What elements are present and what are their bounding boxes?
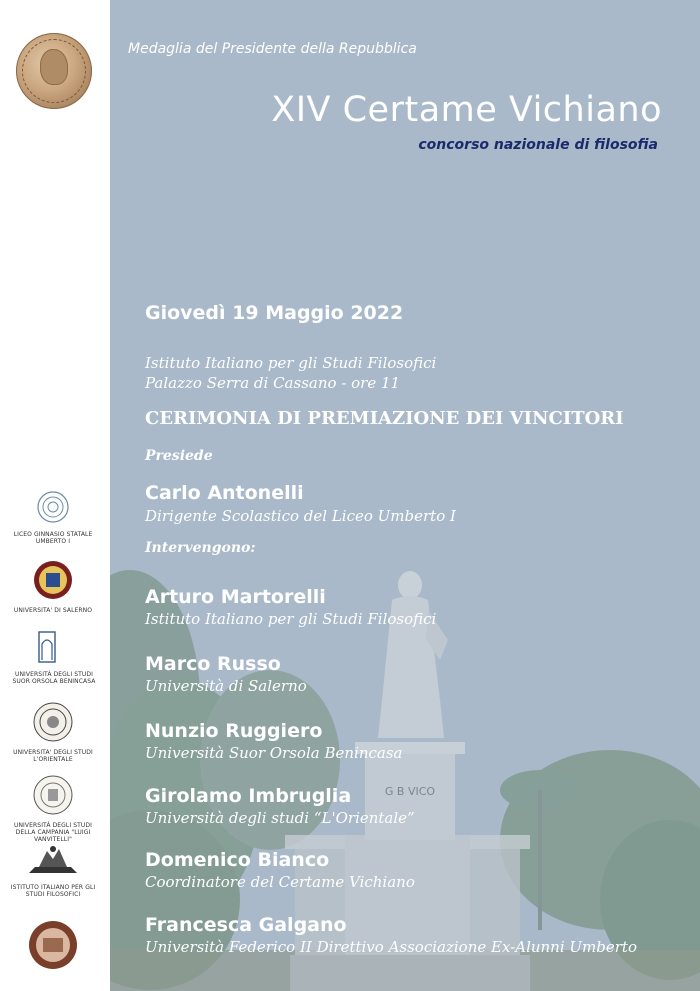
logo-vanvitelli <box>10 775 96 843</box>
presides-label: Presiede <box>145 448 213 464</box>
unisa-seal-icon <box>33 560 73 600</box>
logo-sidebar <box>0 0 110 991</box>
speaker-role: Università di Salerno <box>145 677 307 695</box>
speaker-role: Coordinatore del Certame Vichiano <box>145 873 415 891</box>
presidential-medal-icon <box>16 33 92 109</box>
speaker-name: Nunzio Ruggiero <box>145 720 323 742</box>
speakers-label: Intervengono: <box>145 540 256 556</box>
statue-inscription: G B VICO <box>384 785 436 798</box>
logo-caption: UNIVERSITÀ DEGLI STUDI DELLA CAMPANIA "LUIGI VANVITELLI" <box>13 822 93 843</box>
venue-line-1: Istituto Italiano per gli Studi Filosofici <box>145 354 437 372</box>
speaker-role: Università degli studi “L'Orientale” <box>145 809 415 827</box>
logo-caption: ISTITUTO ITALIANO PER GLI STUDI FILOSOFICI <box>10 884 96 898</box>
speaker-name: Domenico Bianco <box>145 849 330 871</box>
logo-iisf <box>10 843 96 898</box>
logo-caption: LICEO GINNASIO STATALE UMBERTO I <box>13 531 93 545</box>
poster-main <box>110 0 700 991</box>
speaker-role: Università Suor Orsola Benincasa <box>145 744 403 762</box>
logo-caption: UNIVERSITA' DEGLI STUDI L'ORIENTALE <box>13 749 93 763</box>
logo-ex-alunni <box>10 920 96 974</box>
ceremony-title: CERIMONIA DI PREMIAZIONE DEI VINCITORI <box>145 408 624 429</box>
speaker-name: Girolamo Imbruglia <box>145 785 352 807</box>
speaker-name: Francesca Galgano <box>145 914 347 936</box>
logo-caption: UNIVERSITÀ DEGLI STUDI SUOR ORSOLA BENINCASA <box>12 671 96 685</box>
page-subtitle: concorso nazionale di filosofia <box>418 137 658 153</box>
venue-line-2: Palazzo Serra di Cassano - ore 11 <box>145 374 401 392</box>
chair-name: Carlo Antonelli <box>145 482 304 504</box>
logo-liceo-umberto <box>10 490 96 545</box>
ex-alunni-seal-icon <box>28 920 78 970</box>
iisf-emblem-icon <box>25 843 81 877</box>
speaker-name: Marco Russo <box>145 653 281 675</box>
chair-role: Dirigente Scolastico del Liceo Umberto I <box>145 507 456 525</box>
logo-orientale <box>10 702 96 763</box>
vanvitelli-seal-icon <box>33 775 73 815</box>
speaker-role: Università Federico II Direttivo Associazione Ex-Alunni Umberto <box>145 938 637 956</box>
logo-unisa <box>10 560 96 614</box>
speaker-name: Arturo Martorelli <box>145 586 326 608</box>
logo-suor-orsola <box>6 630 102 685</box>
suor-orsola-arch-icon <box>37 630 71 664</box>
medal-line: Medaglia del Presidente della Repubblica <box>128 41 417 57</box>
liceo-seal-icon <box>36 490 70 524</box>
speaker-role: Istituto Italiano per gli Studi Filosofici <box>145 610 437 628</box>
logo-caption: UNIVERSITA' DI SALERNO <box>13 607 93 614</box>
event-date: Giovedì 19 Maggio 2022 <box>145 302 404 324</box>
orientale-seal-icon <box>33 702 73 742</box>
page-title: XIV Certame Vichiano <box>271 90 662 130</box>
